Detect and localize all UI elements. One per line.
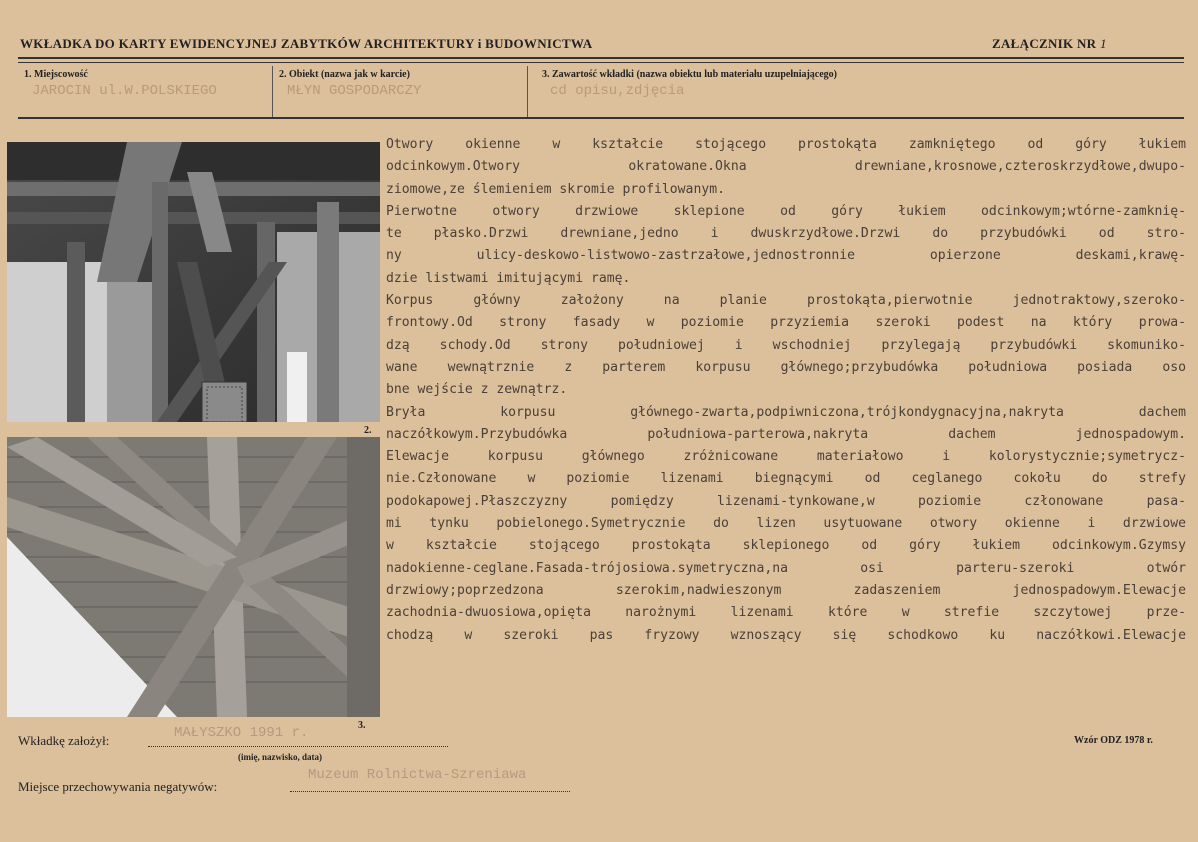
locality-label: 1. Miejscowość	[24, 69, 88, 80]
created-by-label: Wkładkę założył:	[18, 733, 110, 748]
description-line: dzą schody.Od strony południowej i wschodniej przylegają przybudówki skomuniko-	[386, 337, 1186, 353]
field-object	[273, 66, 527, 118]
field-locality	[18, 66, 272, 118]
description-line: mi tynku pobielonego.Symetrycznie do lizen usytuowane otwory okienne i drzwiowe	[386, 516, 1186, 532]
created-by-hint: (imię, nazwisko, data)	[238, 752, 322, 762]
description-line: chodzą w szeroki pas fryzowy wznoszący się schodkowo ku naczółkowi.Elewacje	[386, 627, 1186, 643]
contents-label: 3. Zawartość wkładki (nazwa obiektu lub materiału uzupełniającego)	[542, 69, 838, 80]
attachment-number: 1	[1099, 36, 1107, 51]
photo-3-number: 3.	[358, 720, 366, 731]
description-line: drzwiowy;poprzedzona szerokim,nadwieszonym zadaszeniem jednospadowym.Elewacje	[386, 582, 1186, 598]
description-line: Korpus główny założony na planie prostokąta,pierwotnie jednotraktowy,szeroko-	[386, 293, 1186, 309]
attachment-text: ZAŁĄCZNIK NR	[992, 36, 1097, 51]
field-contents	[528, 66, 1178, 118]
description-line: Otwory okienne w kształcie stojącego prostokąta zamkniętego od góry łukiem	[386, 137, 1186, 152]
photo-interior-1	[7, 142, 380, 422]
top-rule-thin	[18, 62, 1184, 63]
top-rule	[18, 57, 1184, 59]
locality-value: JAROCIN ul.W.POLSKIEGO	[32, 83, 217, 99]
form-code: Wzór ODZ 1978 r.	[1074, 735, 1153, 746]
description-line: odcinkowym.Otwory okratowane.Okna drewniane,krosnowe,czteroskrzydłowe,dwupo-	[386, 159, 1186, 175]
description-line: ny ulicy-deskowo-listwowo-zastrzałowe,jednostronnie opierzone deskami,krawę-	[386, 248, 1186, 264]
description-line: nie.Członowane w poziomie lizenami biegnącymi od ceglanego cokołu do strefy	[386, 471, 1186, 487]
created-by-value: MAŁYSZKO 1991 r.	[174, 725, 309, 741]
photo-interior-2	[7, 437, 380, 717]
description-line: Pierwotne otwory drzwiowe sklepione od góry łukiem odcinkowym;wtórne-zamknię-	[386, 203, 1186, 219]
description-line: te płasko.Drzwi drewniane,jedno i dwuskrzydłowe.Drzwi do przybudówki od stro-	[386, 226, 1186, 242]
mill-interior-photo	[7, 142, 380, 422]
description-line: Elewacje korpusu głównego zróżnicowane materiałowo i kolorystycznie;symetrycz-	[386, 449, 1186, 465]
fields-bottom-rule	[18, 117, 1184, 119]
contents-value: cd opisu,zdjęcia	[550, 83, 685, 99]
attachment-label	[992, 36, 1107, 52]
description-line: Bryła korpusu głównego-zwarta,podpiwniczona,trójkondygnacyjna,nakryta dachem	[386, 404, 1186, 420]
description-line: zachodnia-dwuosiowa,opięta narożnymi lizenami które w strefie szczytowej prze-	[386, 605, 1186, 621]
negatives-storage-value: Muzeum Rolnictwa-Szreniawa	[308, 767, 527, 783]
description-line: w kształcie stojącego prostokąta sklepionego od góry łukiem odcinkowym.Gzymsy	[386, 538, 1186, 554]
description-line: podokapowej.Płaszczyzny pomiędzy lizenami-tynkowane,w poziomie członowane pasa-	[386, 493, 1186, 509]
negatives-storage-label: Miejsce przechowywania negatywów:	[18, 779, 218, 794]
description-line: naczółkowym.Przybudówka południowa-parterowa,nakryta dachem jednospadowym.	[386, 426, 1186, 442]
description-line: nadokienne-ceglane.Fasada-trójosiowa.symetryczna,na osi parteru-szeroki otwór	[386, 560, 1186, 576]
description-line: dzie listwami imitującymi ramę.	[386, 270, 631, 286]
photo-2-number: 2.	[364, 425, 372, 436]
card-title: WKŁADKA DO KARTY EWIDENCYJNEJ ZABYTKÓW ARCHITEKTURY i BUDOWNICTWA	[20, 36, 593, 51]
description-line: bne wejście z zewnątrz.	[386, 382, 568, 398]
object-value: MŁYN GOSPODARCZY	[287, 83, 422, 99]
object-label: 2. Obiekt (nazwa jak w karcie)	[279, 69, 410, 80]
description-line: ziomowe,ze ślemieniem skromie profilowanym.	[386, 181, 725, 197]
description-line: frontowy.Od strony fasady w poziomie przyziemia szeroki podest na który prowa-	[386, 315, 1186, 331]
roof-truss-photo	[7, 437, 380, 717]
description-text	[386, 134, 1186, 647]
description-line: wane wewnątrznie z parterem korpusu głównego;przybudówka południowa posiada oso	[386, 359, 1186, 375]
